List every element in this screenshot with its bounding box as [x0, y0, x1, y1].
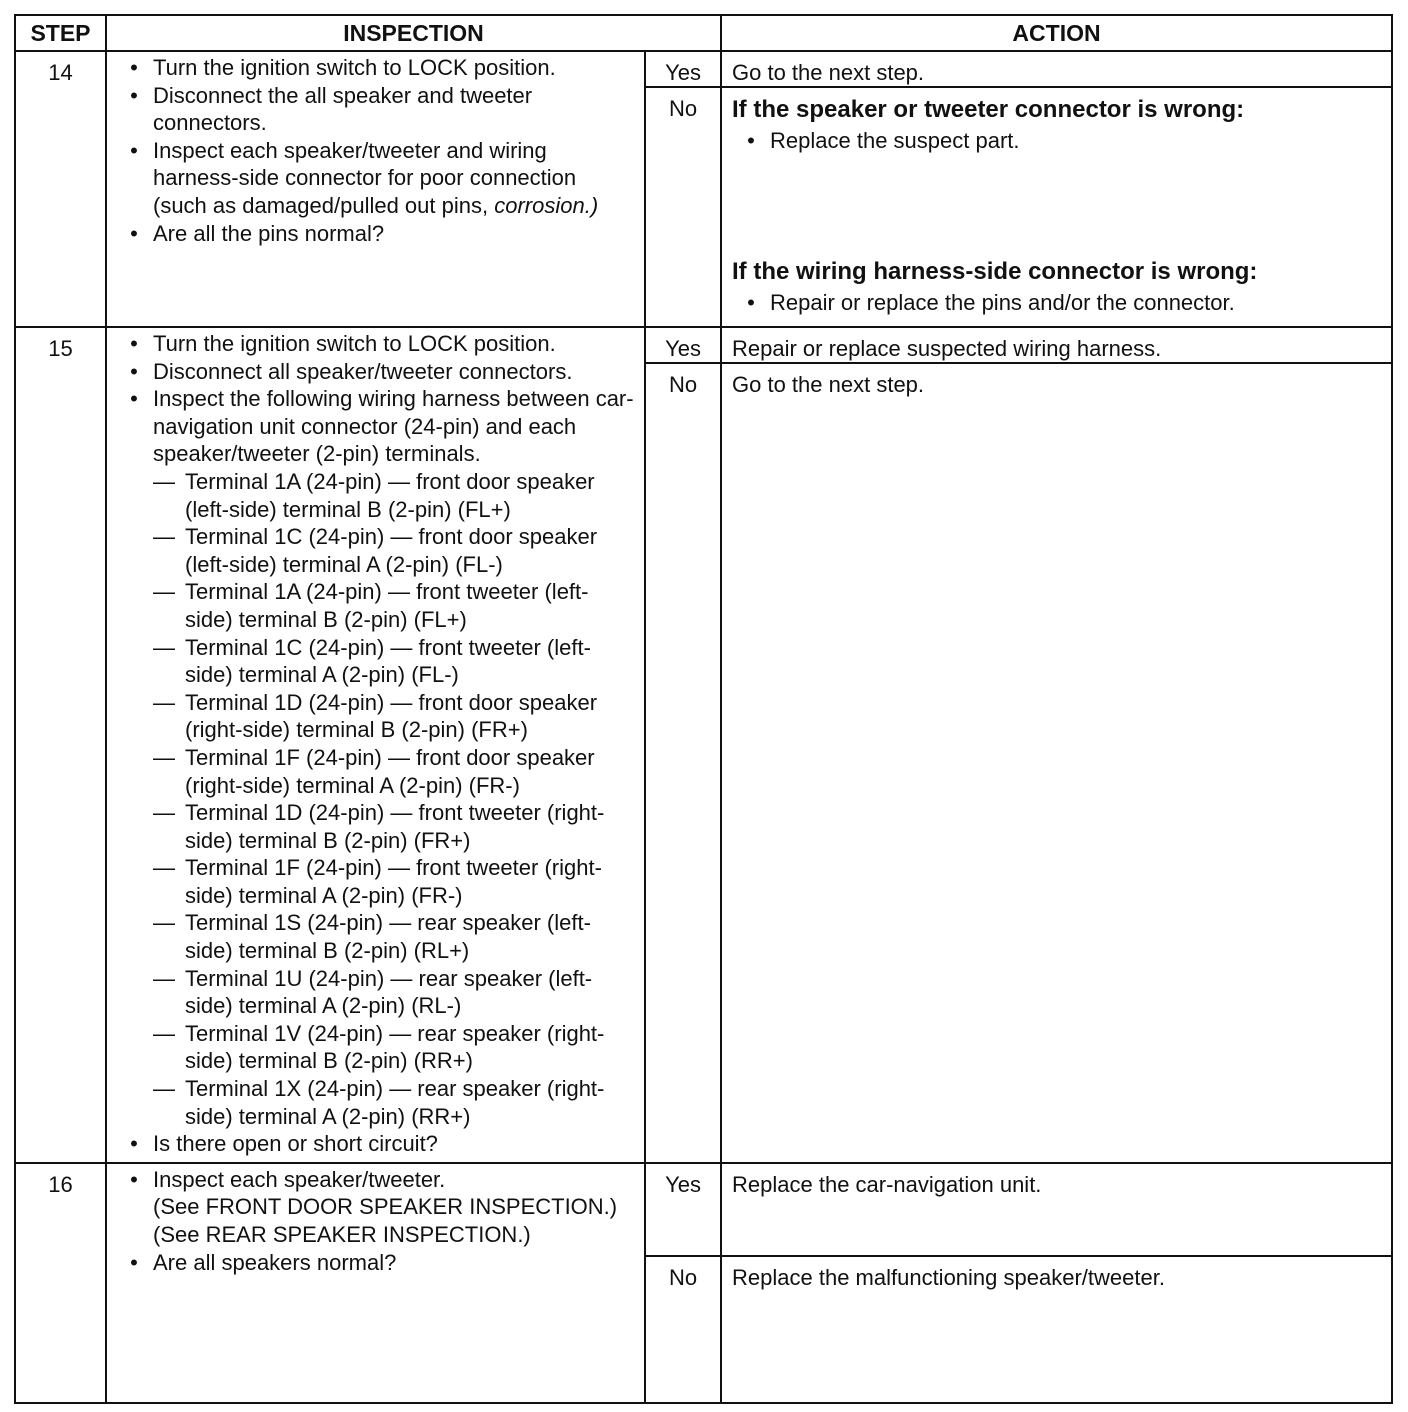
yes-label: Yes [645, 1163, 721, 1256]
list-item: • Repair or replace the pins and/or the connector. [747, 290, 1235, 315]
terminal-item: — Terminal 1F (24-pin) — front door speaker (right-side) terminal A (2-pin) (FR-) [153, 744, 595, 798]
list-item: • Inspect each speaker/tweeter and wiring harness-side connector for poor connection (such as damaged/pulled out pins, corrosion.) [130, 137, 599, 218]
see-note: (See FRONT DOOR SPEAKER INSPECTION.) [153, 1194, 618, 1220]
terminal-item: — Terminal 1A (24-pin) — front door speaker (left-side) terminal B (2-pin) (FL+) [153, 468, 595, 522]
header-step: STEP [15, 15, 106, 51]
terminal-item: — Terminal 1D (24-pin) — front door speaker (right-side) terminal B (2-pin) (FR+) [153, 689, 598, 743]
action-heading: If the speaker or tweeter connector is wrong: [732, 96, 1245, 123]
see-note: (See REAR SPEAKER INSPECTION.) [153, 1222, 531, 1247]
step-15-yes-row [15, 327, 1392, 363]
no-action [721, 87, 1392, 327]
inspection-cell [106, 1163, 645, 1403]
list-item: • Inspect each speaker/tweeter. [130, 1166, 446, 1192]
header-inspection: INSPECTION [106, 15, 721, 51]
yes-label: Yes [645, 327, 721, 363]
action-heading: If the wiring harness-side connector is wrong: [732, 258, 1258, 285]
step-number: 14 [15, 51, 106, 327]
step-14-yes-row [15, 51, 1392, 87]
step-number: 15 [15, 327, 106, 1163]
no-label: No [645, 87, 721, 327]
list-item: • Disconnect the all speaker and tweeter connectors. [130, 82, 533, 136]
list-item: • Are all the pins normal? [130, 220, 385, 246]
list-item: • Turn the ignition switch to LOCK position. [130, 55, 556, 80]
list-item: • Inspect the following wiring harness between car-navigation unit connector (24-pin) and each speaker/tweeter (2-pin) terminals. [130, 386, 634, 467]
terminal-item: — Terminal 1D (24-pin) — front tweeter (right-side) terminal B (2-pin) (FR+) [153, 800, 605, 853]
list-item: • Are all speakers normal? [130, 1249, 397, 1275]
inspection-cell [106, 51, 645, 327]
list-item: • Turn the ignition switch to LOCK position. [130, 331, 556, 356]
yes-action: Repair or replace suspected wiring harness. [721, 327, 1392, 363]
terminal-item: — Terminal 1S (24-pin) — rear speaker (left-side) terminal B (2-pin) (RL+) [153, 910, 591, 964]
terminal-item: — Terminal 1V (24-pin) — rear speaker (right-side) terminal B (2-pin) (RR+) [153, 1020, 605, 1074]
list-item: • Replace the suspect part. [747, 128, 1020, 153]
list-item: • Disconnect all speaker/tweeter connectors. [130, 358, 573, 384]
terminal-item: — Terminal 1C (24-pin) — front tweeter (left-side) terminal A (2-pin) (FL-) [153, 634, 591, 688]
no-action: Replace the malfunctioning speaker/tweeter. [721, 1256, 1392, 1403]
terminal-item: — Terminal 1F (24-pin) — front tweeter (right-side) terminal A (2-pin) (FR-) [153, 855, 602, 908]
no-label: No [645, 363, 721, 1163]
yes-label: Yes [645, 51, 721, 87]
yes-action: Replace the car-navigation unit. [721, 1163, 1392, 1256]
diagnostic-table [14, 14, 1393, 1404]
terminal-item: — Terminal 1C (24-pin) — front door speaker (left-side) terminal A (2-pin) (FL-) [153, 524, 598, 577]
terminal-item: — Terminal 1U (24-pin) — rear speaker (left-side) terminal A (2-pin) (RL-) [153, 965, 593, 1019]
terminal-item: — Terminal 1A (24-pin) — front tweeter (left-side) terminal B (2-pin) (FL+) [153, 579, 589, 632]
terminal-item: — Terminal 1X (24-pin) — rear speaker (right-side) terminal A (2-pin) (RR+) [153, 1076, 605, 1129]
no-action: Go to the next step. [721, 363, 1392, 1163]
yes-action: Go to the next step. [721, 51, 1392, 87]
no-label: No [645, 1256, 721, 1403]
list-item: • Is there open or short circuit? [130, 1131, 438, 1157]
inspection-cell [106, 327, 645, 1163]
header-row [15, 15, 1392, 51]
header-action: ACTION [721, 15, 1392, 51]
step-16-yes-row [15, 1163, 1392, 1256]
step-number: 16 [15, 1163, 106, 1403]
